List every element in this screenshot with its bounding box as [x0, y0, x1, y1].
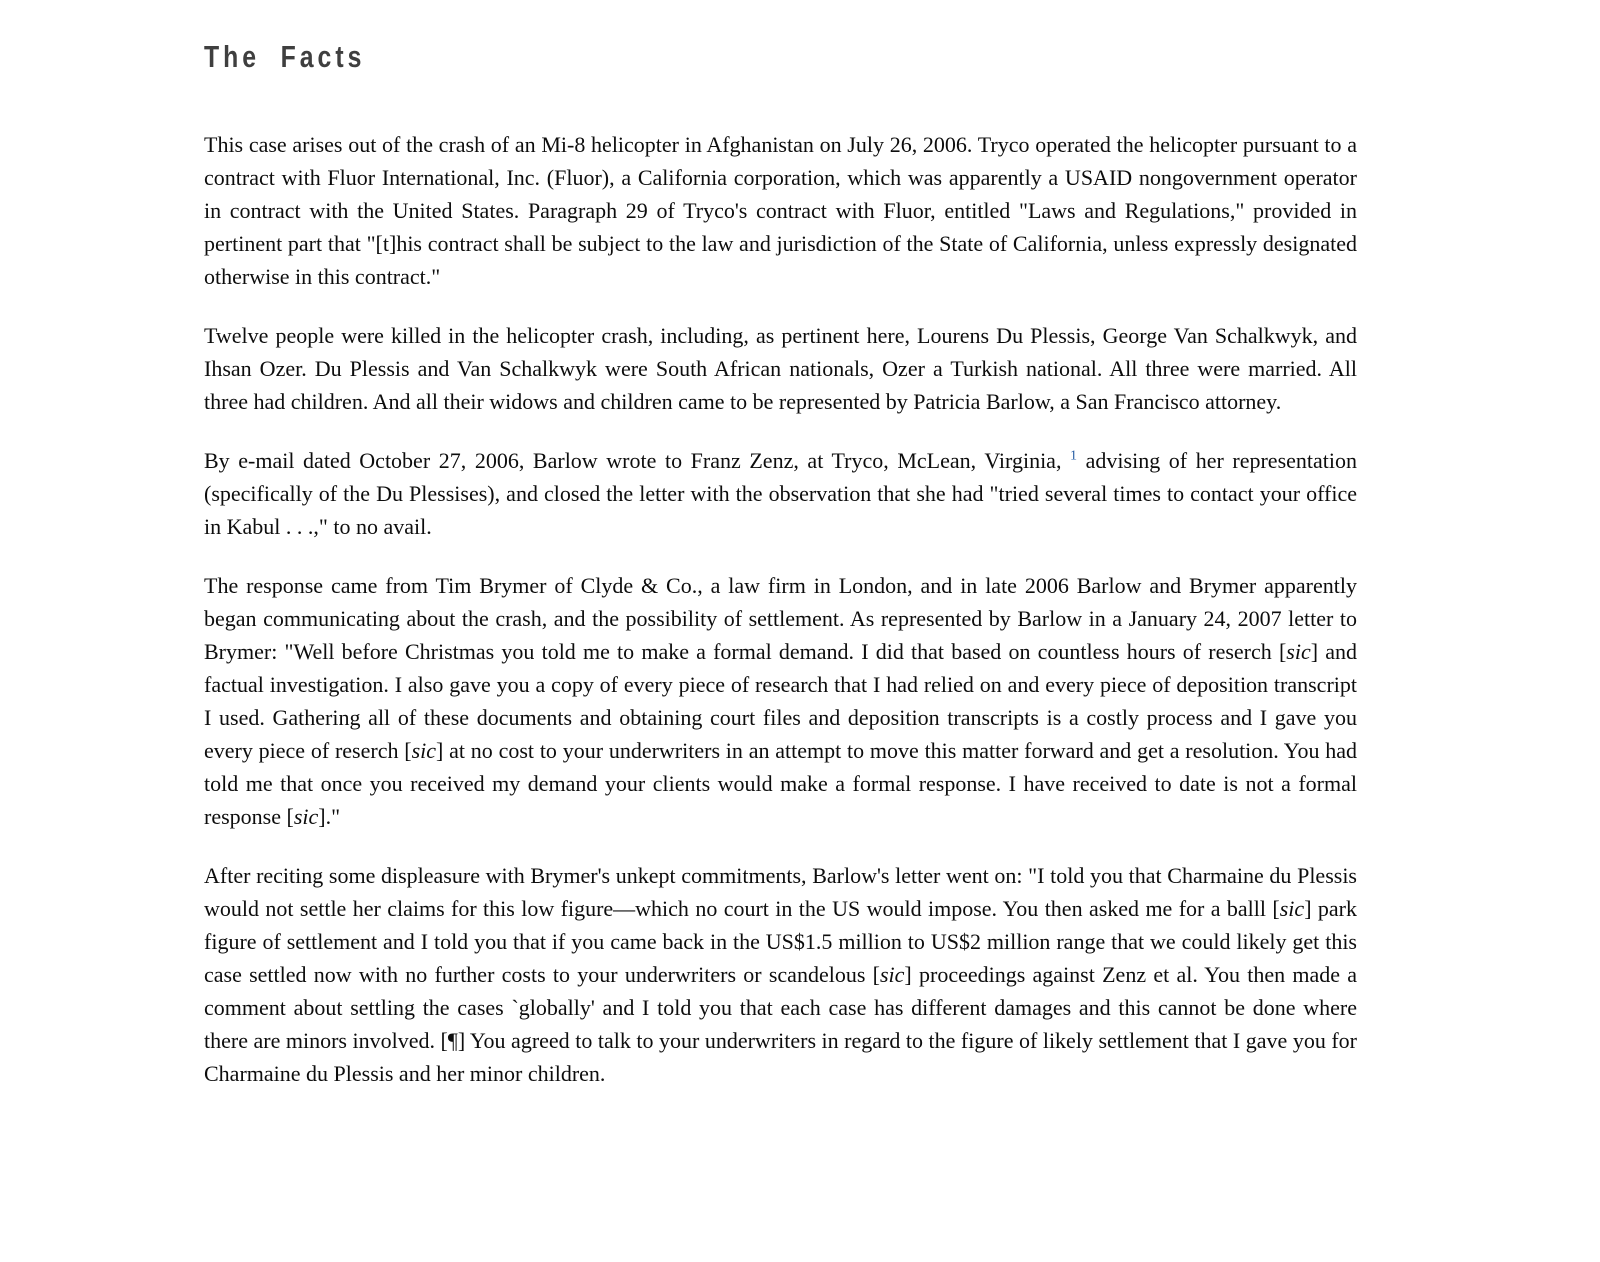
text-run: The response came from Tim Brymer of Clyde & Co., a law firm in London, and in late 2006 Barlow and Brymer apparently began communicating about the crash, and the possibility of settlement. As represented by Barlow in a January 24, 2007 letter to Brymer: "Well before Christmas you told me to make a formal demand. I did that based on countless hours of reserch [	[204, 573, 1357, 664]
footnote-link[interactable]: 1	[1070, 448, 1078, 464]
text-run: ] and factual investigation. I also gave you a copy of every piece of research that I had relied on and every piece of deposition transcript I used. Gathering all of these documents and obtaining court files and deposition transcripts is a costly process and I gave you every piece of reserch [	[204, 639, 1358, 763]
italic-text-run: sic	[411, 738, 437, 763]
section-heading: The Facts	[204, 39, 366, 74]
text-run: This case arises out of the crash of an Mi-8 helicopter in Afghanistan on July 26, 2006. Tryco operated the helicopter pursuant to a contract with Fluor International, Inc. (Fluor), a California corporation, which was apparently a USAID nongovernment operator in contract with the United States. Paragraph 29 of Tryco's contract with Fluor, entitled "Laws and Regulations," provided in pertinent part that "[t]his contract shall be subject to the law and jurisdiction of the State of California, unless expressly designated otherwise in this contract."	[204, 132, 1357, 289]
italic-text-run: sic	[1286, 639, 1311, 664]
text-run: ] proceedings against Zenz et al. You then made a comment about settling the cases `globally' and I told you that each case has different damages and this cannot be done where there are minors involved. [¶] You agreed to talk to your underwriters in regard to the figure of likely settlement that I gave you for Charmaine du Plessis and her minor children.	[204, 962, 1357, 1086]
paragraph	[204, 859, 1357, 1090]
text-run: ]."	[318, 804, 341, 829]
italic-text-run: sic	[1279, 896, 1305, 921]
text-run: After reciting some displeasure with Brymer's unkept commitments, Barlow's letter went on: "I told you that Charmaine du Plessis would not settle her claims for this low figure—which no court in the US would impose. You then asked me for a balll [	[204, 863, 1357, 921]
text-run: Twelve people were killed in the helicopter crash, including, as pertinent here, Lourens Du Plessis, George Van Schalkwyk, and Ihsan Ozer. Du Plessis and Van Schalkwyk were South African nationals, Ozer a Turkish national. All three were married. All three had children. And all their widows and children came to be represented by Patricia Barlow, a San Francisco attorney.	[204, 323, 1357, 414]
paragraph	[204, 569, 1357, 833]
text-run: advising of her representation (specifically of the Du Plessises), and closed the letter with the observation that she had "tried several times to contact your office in Kabul . . .," to no avail.	[204, 448, 1358, 539]
italic-text-run: sic	[293, 804, 319, 829]
italic-text-run: sic	[879, 962, 905, 987]
paragraph	[204, 128, 1357, 293]
text-run: ] at no cost to your underwriters in an attempt to move this matter forward and get a resolution. You had told me that once you received my demand your clients would make a formal response. I have received to date is not a formal response [	[204, 738, 1358, 829]
text-run: ] park figure of settlement and I told you that if you came back in the US$1.5 million to US$2 million range that we could likely get this case settled now with no further costs to your underwriters or scandelous [	[204, 896, 1357, 987]
paragraph	[204, 444, 1357, 543]
text-run: By e-mail dated October 27, 2006, Barlow wrote to Franz Zenz, at Tryco, McLean, Virginia,	[204, 448, 1071, 473]
opinion-content	[204, 40, 1357, 1090]
opinion-body	[204, 128, 1357, 1090]
paragraph	[204, 319, 1357, 418]
